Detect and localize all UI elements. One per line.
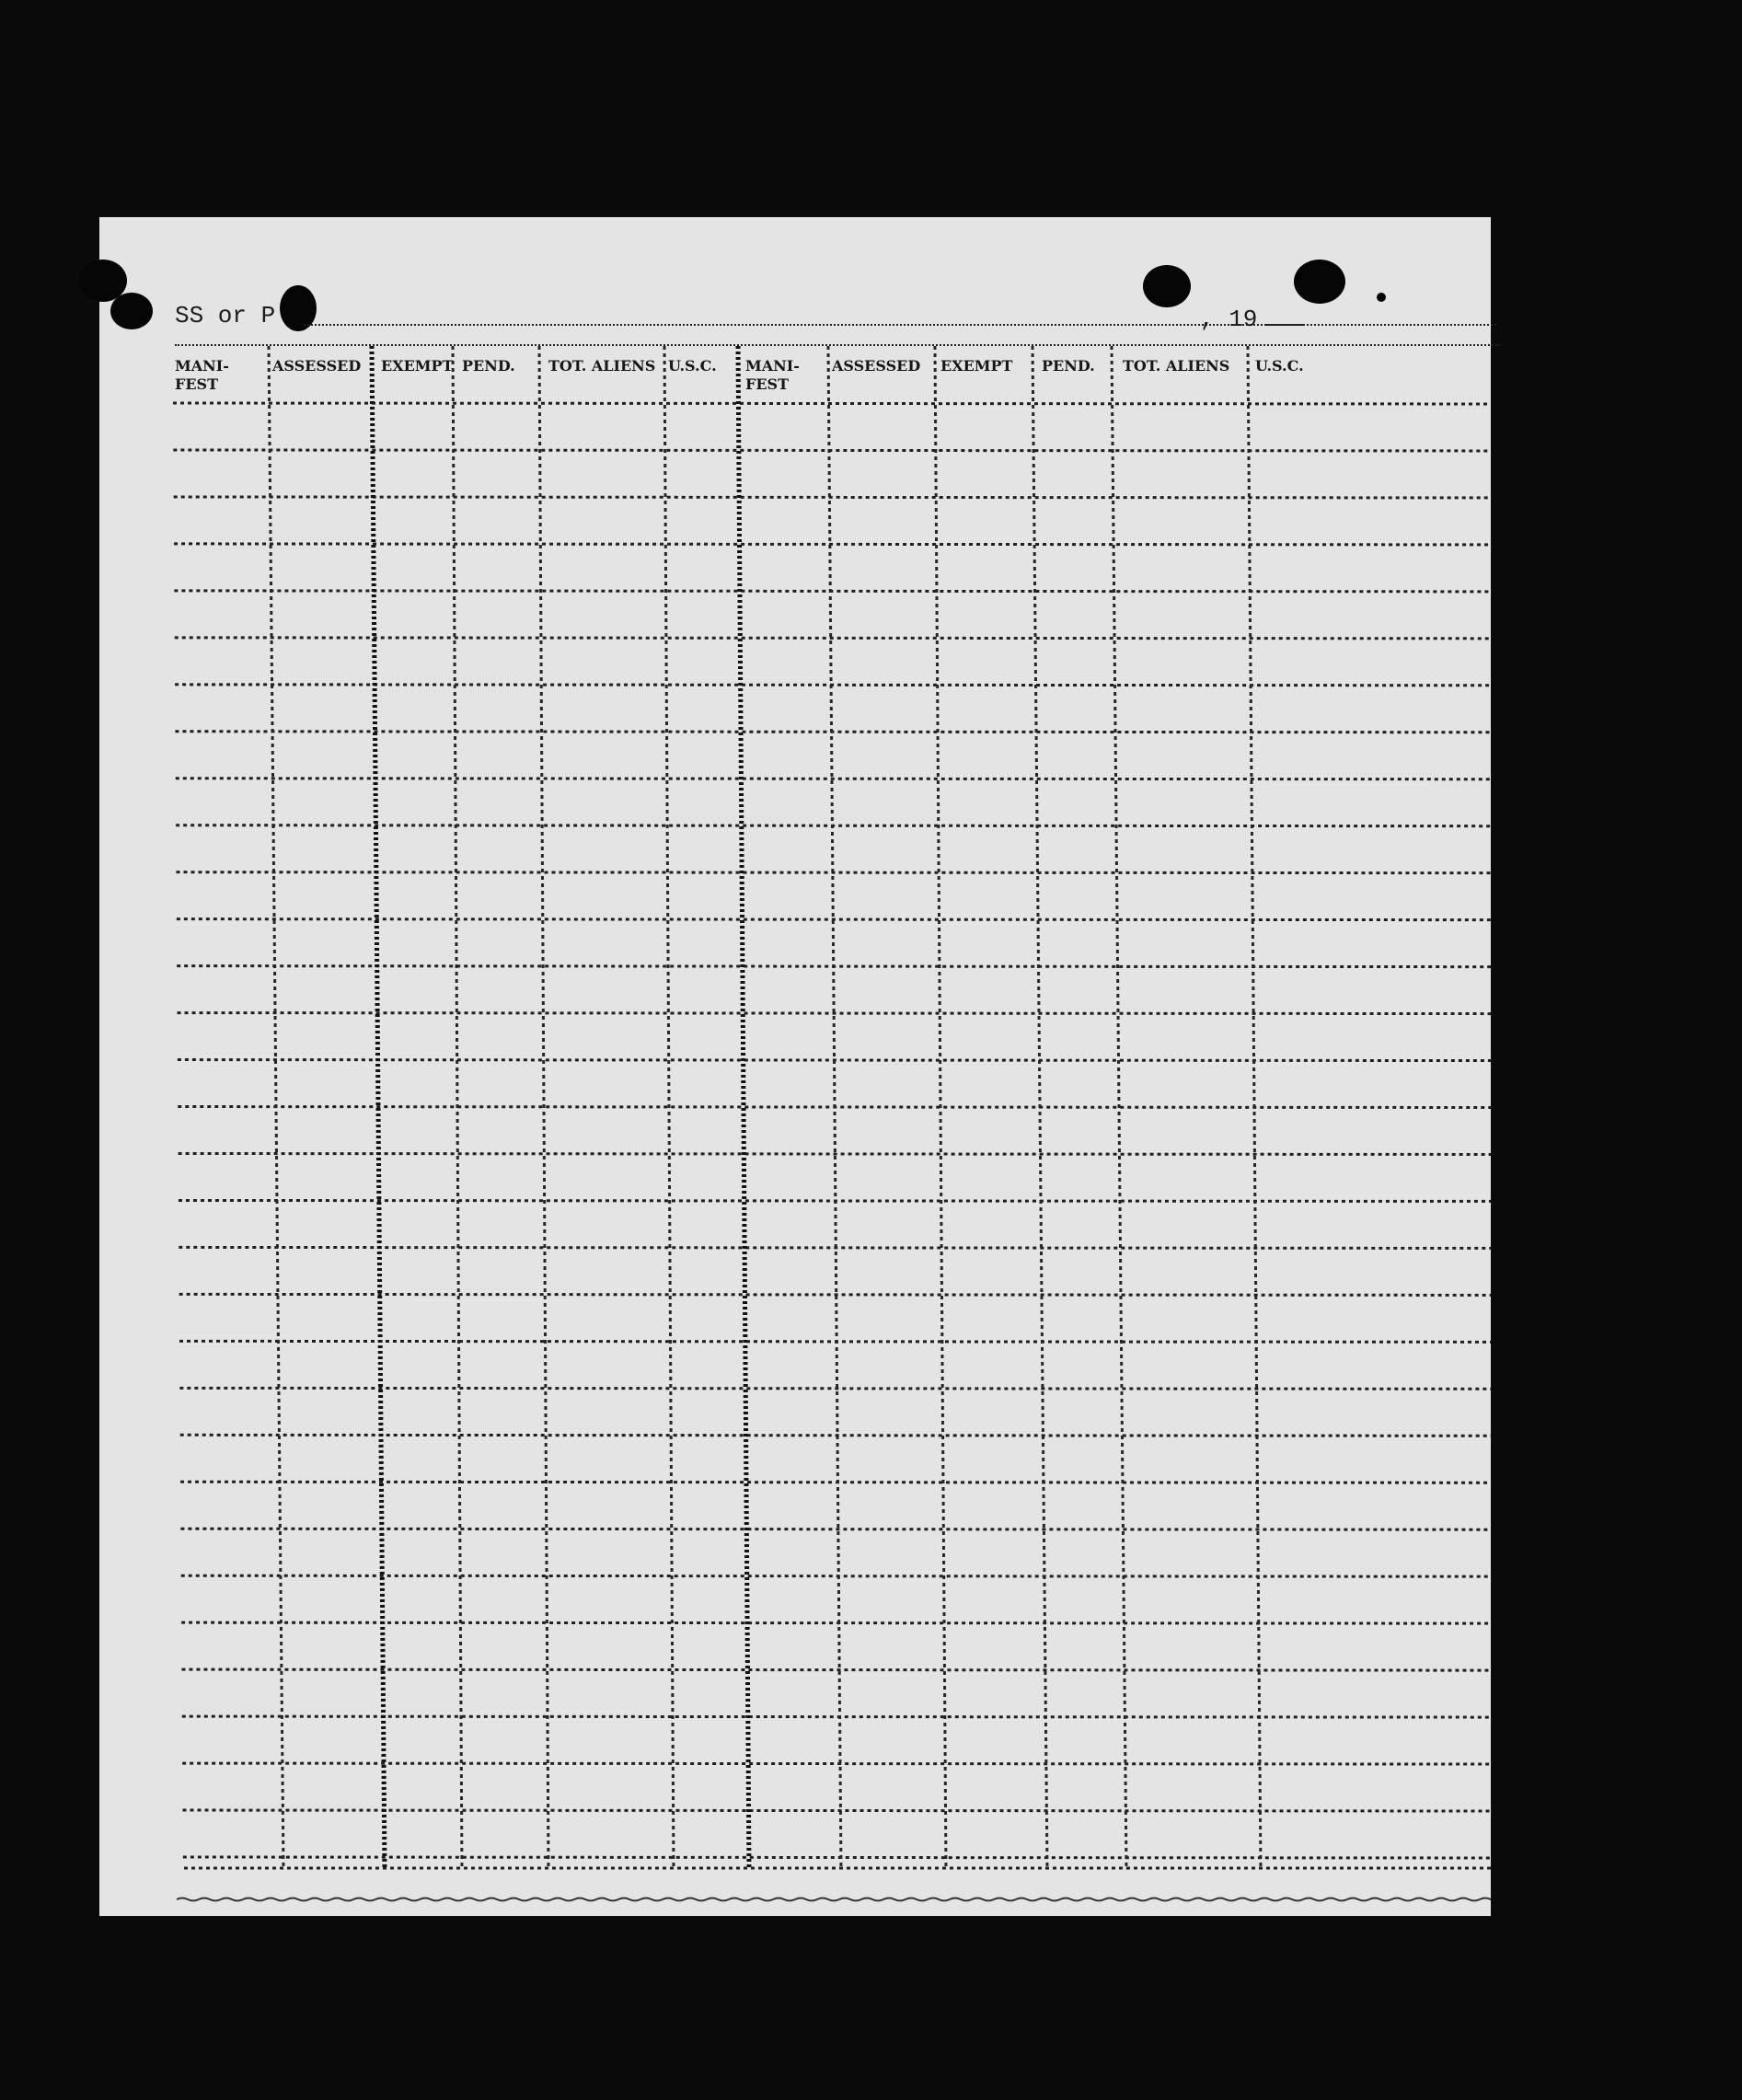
col-header-usc-right: U.S.C. bbox=[1255, 357, 1304, 375]
col-header-manifest-right: MANI- FEST bbox=[745, 357, 800, 393]
col-header-assessed-right: ASSESSED bbox=[832, 357, 921, 375]
manifest-tally-sheet bbox=[99, 217, 1491, 1916]
col-header-tot-aliens-right: TOT. ALIENS bbox=[1123, 357, 1230, 375]
ruled-row-line bbox=[181, 1575, 1491, 1576]
ruled-row-line bbox=[175, 685, 1491, 686]
ruled-row-line bbox=[182, 1763, 1491, 1764]
ruled-row-line bbox=[175, 638, 1491, 639]
ruled-row-line bbox=[179, 1153, 1491, 1154]
col-header-assessed-left: ASSESSED bbox=[272, 357, 362, 375]
ruled-row-line bbox=[180, 1482, 1491, 1483]
vessel-label: SS or P bbox=[175, 302, 276, 329]
column-rule-heavy bbox=[372, 346, 385, 1870]
date-label: , 19 bbox=[1200, 306, 1258, 333]
ruled-row-line bbox=[179, 1294, 1491, 1295]
ruled-row-line bbox=[177, 919, 1491, 920]
ruled-row-line bbox=[181, 1669, 1491, 1670]
col-header-manifest-left: MANI- FEST bbox=[175, 357, 229, 393]
col-header-pend-left: PEND. bbox=[462, 357, 515, 375]
ruled-row-line bbox=[173, 450, 1491, 451]
ruled-row-line bbox=[183, 1810, 1492, 1811]
tally-grid bbox=[99, 217, 1491, 1916]
ruled-row-line bbox=[178, 1013, 1491, 1014]
col-header-pend-right: PEND. bbox=[1042, 357, 1095, 375]
ruled-row-line bbox=[174, 544, 1491, 545]
ruled-row-line bbox=[182, 1716, 1491, 1717]
col-header-exempt-right: EXEMPT bbox=[940, 357, 1013, 375]
ruled-row-line bbox=[179, 1341, 1491, 1342]
ruled-row-line bbox=[180, 1435, 1491, 1436]
ruled-row-line bbox=[179, 1388, 1491, 1389]
ruled-row-line bbox=[181, 1622, 1491, 1623]
footer-wavy-line bbox=[177, 1898, 1491, 1901]
ruled-row-line bbox=[175, 732, 1491, 733]
col-header-usc-left: U.S.C. bbox=[668, 357, 717, 375]
ruled-row-line bbox=[183, 1857, 1491, 1858]
col-header-tot-aliens-left: TOT. ALIENS bbox=[548, 357, 656, 375]
col-header-exempt-left: EXEMPT bbox=[381, 357, 454, 375]
